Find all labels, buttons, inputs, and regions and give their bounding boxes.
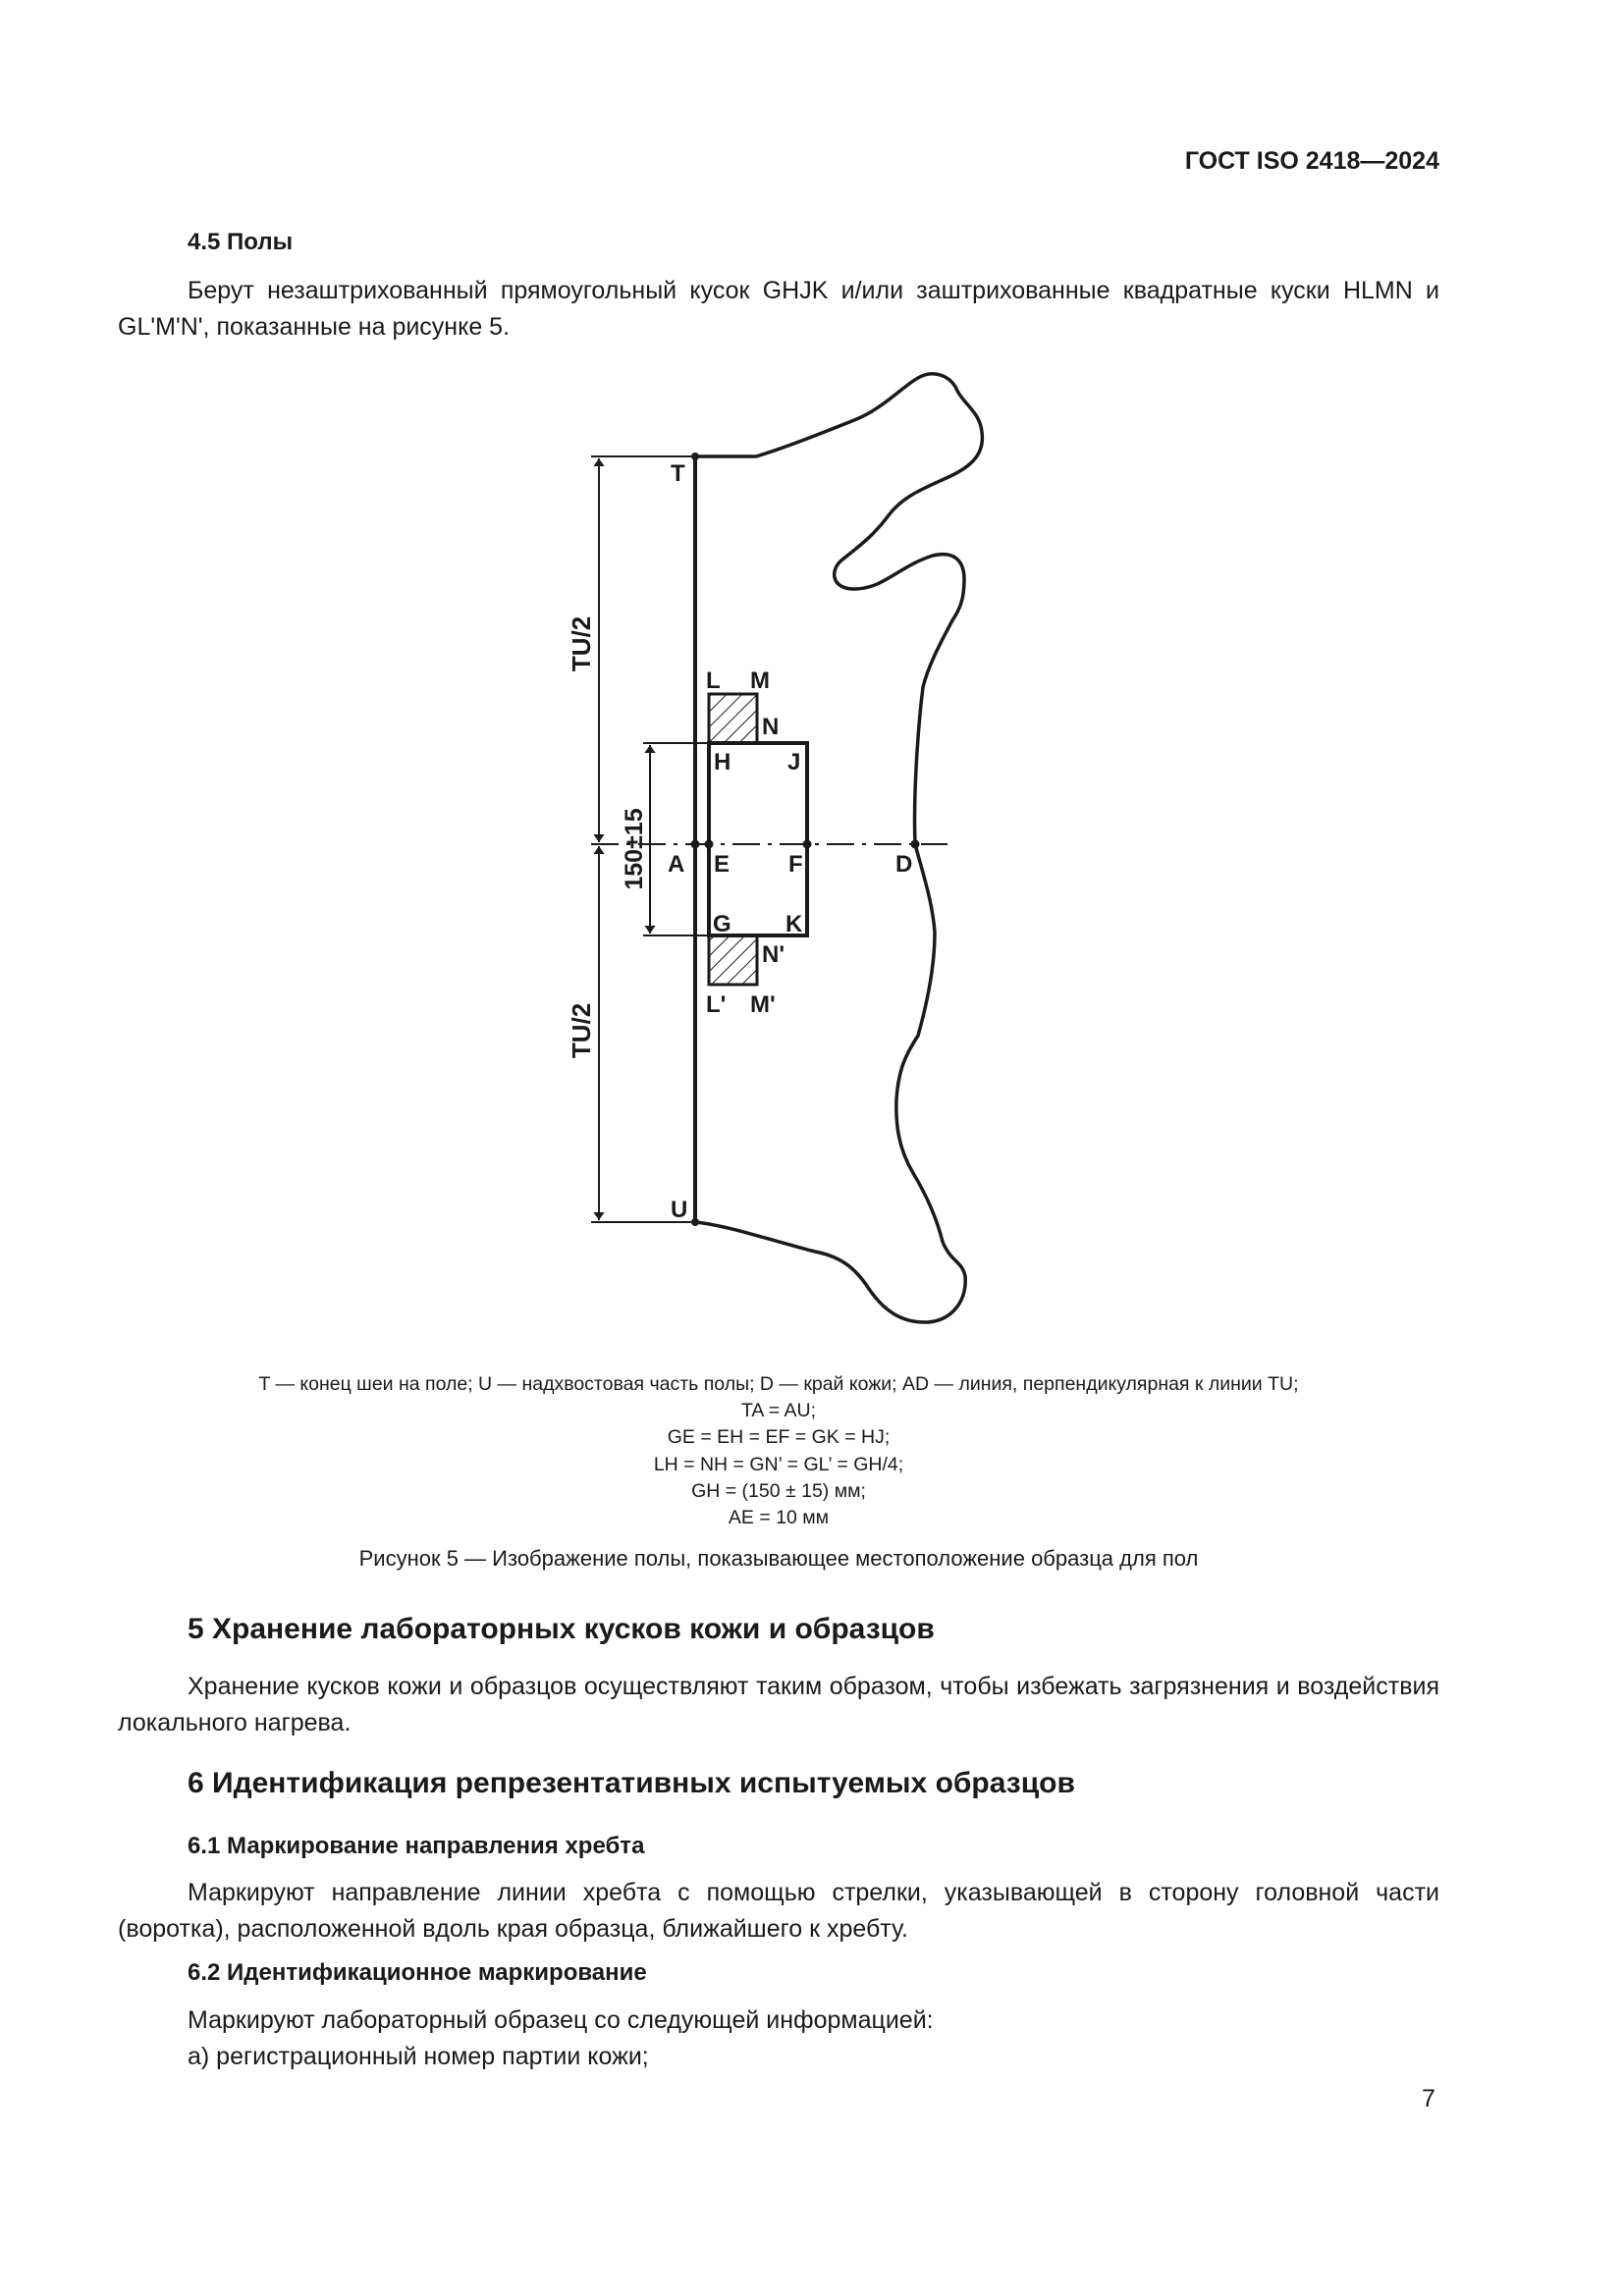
legend-line: TA = AU; [740, 1400, 817, 1422]
label-tu-half-bottom: TU/2 [567, 1002, 596, 1059]
document-header-id: ГОСТ ISO 2418—2024 [1184, 147, 1439, 175]
legend-line: LH = NH = GN’ = GL’ = GH/4; [653, 1453, 904, 1475]
legend-line: AE = 10 мм [728, 1507, 830, 1529]
label-L-prime: L' [706, 991, 727, 1018]
point-U [691, 1218, 699, 1226]
label-J: J [787, 749, 801, 775]
list-item: а) регистрационный номер партии кожи; [188, 2043, 649, 2070]
hatched-square-HLMN [709, 694, 757, 743]
label-M-prime: M' [750, 991, 776, 1018]
label-L: L [706, 667, 721, 694]
point-T [691, 453, 699, 460]
page-number: 7 [1422, 2085, 1435, 2112]
label-N-prime: N' [762, 941, 785, 968]
label-K: K [785, 911, 803, 937]
label-T: T [671, 460, 685, 487]
label-U: U [671, 1197, 688, 1223]
label-dimension-150: 150±15 [621, 808, 648, 890]
point-D [911, 840, 920, 849]
section-6-2-title: 6.2 Идентификационное маркирование [188, 1959, 647, 1986]
section-6-1-title: 6.1 Маркирование направления хребта [188, 1833, 645, 1859]
figure-title: Рисунок 5 — Изображение полы, показывающее местоположение образца для пол [358, 1546, 1199, 1571]
section-4-5-paragraph: Берут незаштрихованный прямоугольный кусок GHJK и/или заштрихованные квадратные куски HLMN и GL'M'N', показанные на рисунке 5. [118, 277, 1439, 341]
label-D: D [895, 851, 913, 878]
legend-line: GE = EH = EF = GK = HJ; [667, 1426, 891, 1449]
hatched-square-GLMN-prime [709, 935, 757, 985]
label-E: E [714, 851, 731, 878]
point-A [691, 840, 700, 849]
point-F [803, 840, 812, 849]
label-H: H [714, 749, 731, 775]
label-F: F [788, 851, 803, 878]
section-4-5-title: 4.5 Полы [188, 229, 294, 255]
legend-line: GH = (150 ± 15) мм; [691, 1479, 866, 1502]
label-M: M [750, 667, 770, 694]
hide-outline [695, 374, 982, 1322]
label-tu-half-top: TU/2 [567, 615, 596, 672]
section-6-1-paragraph: Маркируют направление линии хребта с помощью стрелки, указывающей в сторону головной части (воротка), расположенной вдоль края образца, ближайшего к хребту. [118, 1879, 1439, 1943]
label-A: A [668, 851, 685, 878]
label-N: N [762, 714, 780, 740]
section-5-title: 5 Хранение лабораторных кусков кожи и образцов [188, 1613, 935, 1645]
section-6-2-paragraph: Маркируют лабораторный образец со следующей информацией: [188, 2006, 934, 2034]
label-G: G [713, 911, 731, 937]
section-5-paragraph: Хранение кусков кожи и образцов осуществляют таким образом, чтобы избежать загрязнения и воздействия локального нагрева. [118, 1673, 1439, 1736]
figure-legend [118, 1371, 1439, 1531]
point-E [705, 840, 714, 849]
section-6-title: 6 Идентификация репрезентативных испытуемых образцов [188, 1767, 1075, 1799]
legend-line: T — конец шеи на поле; U — надхвостовая часть полы; D — край кожи; AD — линия, перпендикулярная к линии TU; [258, 1373, 1299, 1395]
